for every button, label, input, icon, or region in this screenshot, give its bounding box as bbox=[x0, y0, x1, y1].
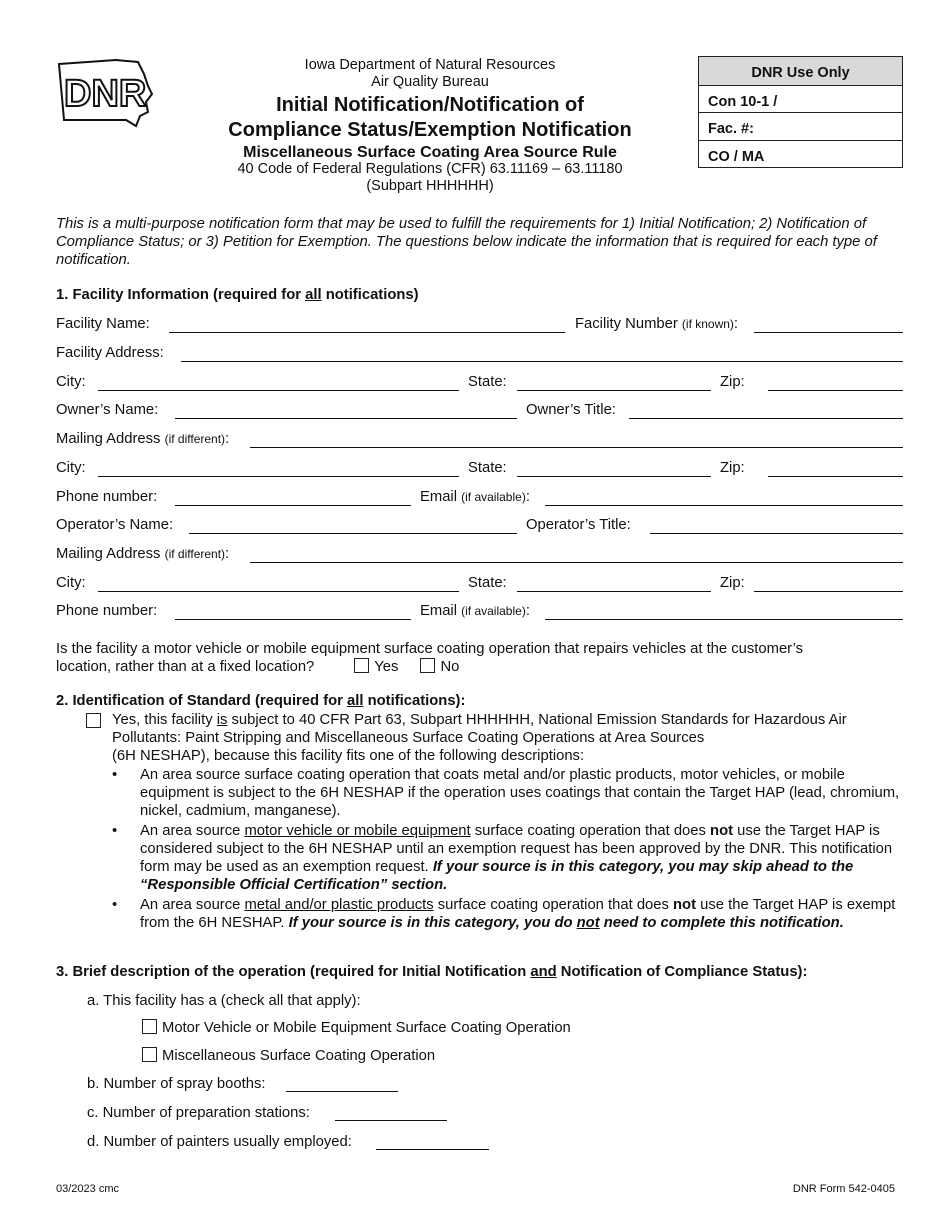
no-checkbox[interactable] bbox=[420, 658, 435, 673]
description-list bbox=[112, 766, 904, 934]
operator-state-field[interactable] bbox=[517, 591, 711, 592]
subject-statement: Yes, this facility is subject to 40 CFR Part 63, Subpart HHHHHH, National Emission Standards for Hazardous Air Pollutants: Paint Stripping and Miscellaneous Surface Coating Operations at Area Sources (6H NESHAP), because this facility fits one of the following descriptions: bbox=[112, 712, 847, 764]
yes-label: Yes bbox=[374, 659, 399, 675]
option-misc-coating bbox=[142, 1047, 435, 1065]
row-painters bbox=[87, 1133, 507, 1151]
dnr-logo bbox=[56, 56, 156, 128]
email-label: Email (if available): bbox=[420, 603, 530, 619]
operator-name-label: Operator’s Name: bbox=[56, 517, 174, 533]
spray-booths-field[interactable] bbox=[286, 1091, 398, 1092]
bureau-name: Air Quality Bureau bbox=[371, 74, 489, 90]
form-subtitle: Miscellaneous Surface Coating Area Source Rule bbox=[243, 144, 617, 161]
form-title-line1: Initial Notification/Notification of bbox=[276, 94, 584, 116]
state-label: State: bbox=[468, 374, 507, 390]
phone-label: Phone number: bbox=[56, 603, 158, 619]
row-operator bbox=[56, 517, 903, 537]
owner-name-label: Owner’s Name: bbox=[56, 402, 159, 418]
mobile-question: Is the facility a motor vehicle or mobile equipment surface coating operation that repairs vehicles at the customer’s location, rather than at a fixed location? Yes No bbox=[56, 641, 804, 675]
bullet-metal-plastic: • An area source metal and/or plastic products surface coating operation that does not use the Target HAP is exempt from the 6H NESHAP. If your source is in this category, you do not need to complete this notification. bbox=[112, 896, 904, 932]
operator-zip-field[interactable] bbox=[754, 591, 903, 592]
form-title-line2: Compliance Status/Exemption Notification bbox=[228, 119, 632, 141]
subject-checkbox[interactable] bbox=[86, 713, 101, 728]
zip-label: Zip: bbox=[720, 575, 745, 591]
owner-name-field[interactable] bbox=[175, 418, 517, 419]
row-owner-phone bbox=[56, 489, 903, 509]
operator-name-field[interactable] bbox=[189, 533, 517, 534]
operator-title-field[interactable] bbox=[650, 533, 903, 534]
misc-coating-label: Miscellaneous Surface Coating Operation bbox=[162, 1048, 436, 1064]
operator-mailing-label: Mailing Address (if different): bbox=[56, 546, 230, 562]
row-owner-city bbox=[56, 460, 903, 480]
footer-date: 03/2023 cmc bbox=[56, 1183, 119, 1195]
row-owner bbox=[56, 402, 903, 422]
zip-label: Zip: bbox=[720, 460, 745, 476]
dnr-box-fac[interactable]: Fac. #: bbox=[699, 112, 902, 140]
operator-mailing-field[interactable] bbox=[250, 562, 903, 563]
row-operator-phone bbox=[56, 603, 903, 623]
row-operator-city bbox=[56, 575, 903, 595]
painters-field[interactable] bbox=[376, 1149, 489, 1150]
row-spray-booths bbox=[87, 1075, 487, 1093]
dnr-box-con[interactable]: Con 10-1 / bbox=[699, 85, 902, 113]
city-label: City: bbox=[56, 374, 86, 390]
facility-number-label: Facility Number (if known): bbox=[575, 316, 739, 332]
spray-booths-label: b. Number of spray booths: bbox=[87, 1076, 266, 1092]
owner-zip-field[interactable] bbox=[768, 476, 903, 477]
section3-title: 3. Brief description of the operation (required for Initial Notification and Notification of Compliance Status): bbox=[56, 964, 808, 980]
owner-email-field[interactable] bbox=[545, 505, 903, 506]
section2-title: 2. Identification of Standard (required for all notifications): bbox=[56, 693, 466, 709]
owner-phone-field[interactable] bbox=[175, 505, 411, 506]
misc-coating-checkbox[interactable] bbox=[142, 1047, 157, 1062]
facility-city-field[interactable] bbox=[98, 390, 459, 391]
agency-name: Iowa Department of Natural Resources bbox=[304, 57, 556, 73]
facility-name-field[interactable] bbox=[169, 332, 565, 333]
form-header bbox=[190, 57, 670, 195]
bullet-target-hap: • An area source surface coating operation that coats metal and/or plastic products, motor vehicles, or mobile equipment is subject to the 6H NESHAP if the operation uses coatings that contain the Target HAP (lead, chromium, nickel, cadmium, manganese). bbox=[112, 766, 904, 820]
option-motor-vehicle bbox=[142, 1019, 571, 1037]
prep-stations-label: c. Number of preparation stations: bbox=[87, 1105, 310, 1121]
dnr-box-heading: DNR Use Only bbox=[699, 57, 902, 85]
operator-title-label: Operator’s Title: bbox=[526, 517, 631, 533]
cfr-reference: 40 Code of Federal Regulations (CFR) 63.11169 – 63.11180 bbox=[237, 161, 623, 177]
operator-email-field[interactable] bbox=[545, 619, 903, 620]
facility-address-label: Facility Address: bbox=[56, 345, 164, 361]
motor-vehicle-label: Motor Vehicle or Mobile Equipment Surface Coating Operation bbox=[162, 1020, 571, 1036]
owner-mailing-field[interactable] bbox=[250, 447, 903, 448]
operator-city-field[interactable] bbox=[98, 591, 459, 592]
dnr-box-co-ma[interactable]: CO / MA bbox=[699, 140, 902, 168]
state-label: State: bbox=[468, 575, 507, 591]
owner-title-label: Owner’s Title: bbox=[526, 402, 616, 418]
painters-label: d. Number of painters usually employed: bbox=[87, 1134, 352, 1150]
footer-form-number: DNR Form 542-0405 bbox=[792, 1183, 895, 1195]
facility-type-prompt: a. This facility has a (check all that apply): bbox=[87, 993, 361, 1009]
phone-label: Phone number: bbox=[56, 489, 158, 505]
row-owner-mailing bbox=[56, 431, 903, 451]
prep-stations-field[interactable] bbox=[335, 1120, 447, 1121]
owner-state-field[interactable] bbox=[517, 476, 711, 477]
yes-checkbox[interactable] bbox=[354, 658, 369, 673]
bullet-motor-vehicle: • An area source motor vehicle or mobile equipment surface coating operation that does not use the Target HAP is considered subject to the 6H NESHAP until an exemption request has been approved by the DNR. This notification form may be used as an exemption request. If your source is in this category, you may skip ahead to the “Responsible Official Certification” section. bbox=[112, 822, 904, 894]
zip-label: Zip: bbox=[720, 374, 745, 390]
facility-state-field[interactable] bbox=[517, 390, 711, 391]
facility-number-field[interactable] bbox=[754, 332, 903, 333]
section1-title: 1. Facility Information (required for all notifications) bbox=[56, 287, 419, 303]
logo-text: DNR bbox=[64, 73, 147, 115]
city-label: City: bbox=[56, 575, 86, 591]
subpart-reference: (Subpart HHHHHH) bbox=[366, 178, 494, 194]
facility-address-field[interactable] bbox=[181, 361, 903, 362]
owner-title-field[interactable] bbox=[629, 418, 903, 419]
motor-vehicle-checkbox[interactable] bbox=[142, 1019, 157, 1034]
intro-text: This is a multi-purpose notification form that may be used to fulfill the requirements for 1) Initial Notification; 2) Notification of Compliance Status; or 3) Petition for Exemption. The questions below indicate the information that is required for each type of notification. bbox=[56, 216, 877, 268]
row-facility-name bbox=[56, 316, 903, 336]
no-label: No bbox=[440, 659, 460, 675]
row-facility-address bbox=[56, 345, 903, 365]
row-facility-city bbox=[56, 374, 903, 394]
operator-phone-field[interactable] bbox=[175, 619, 411, 620]
dnr-use-only-box bbox=[698, 56, 903, 168]
email-label: Email (if available): bbox=[420, 489, 530, 505]
owner-mailing-label: Mailing Address (if different): bbox=[56, 431, 230, 447]
owner-city-field[interactable] bbox=[98, 476, 459, 477]
row-operator-mailing bbox=[56, 546, 903, 566]
city-label: City: bbox=[56, 460, 86, 476]
row-prep-stations bbox=[87, 1104, 487, 1122]
facility-zip-field[interactable] bbox=[768, 390, 903, 391]
state-label: State: bbox=[468, 460, 507, 476]
facility-name-label: Facility Name: bbox=[56, 316, 150, 332]
